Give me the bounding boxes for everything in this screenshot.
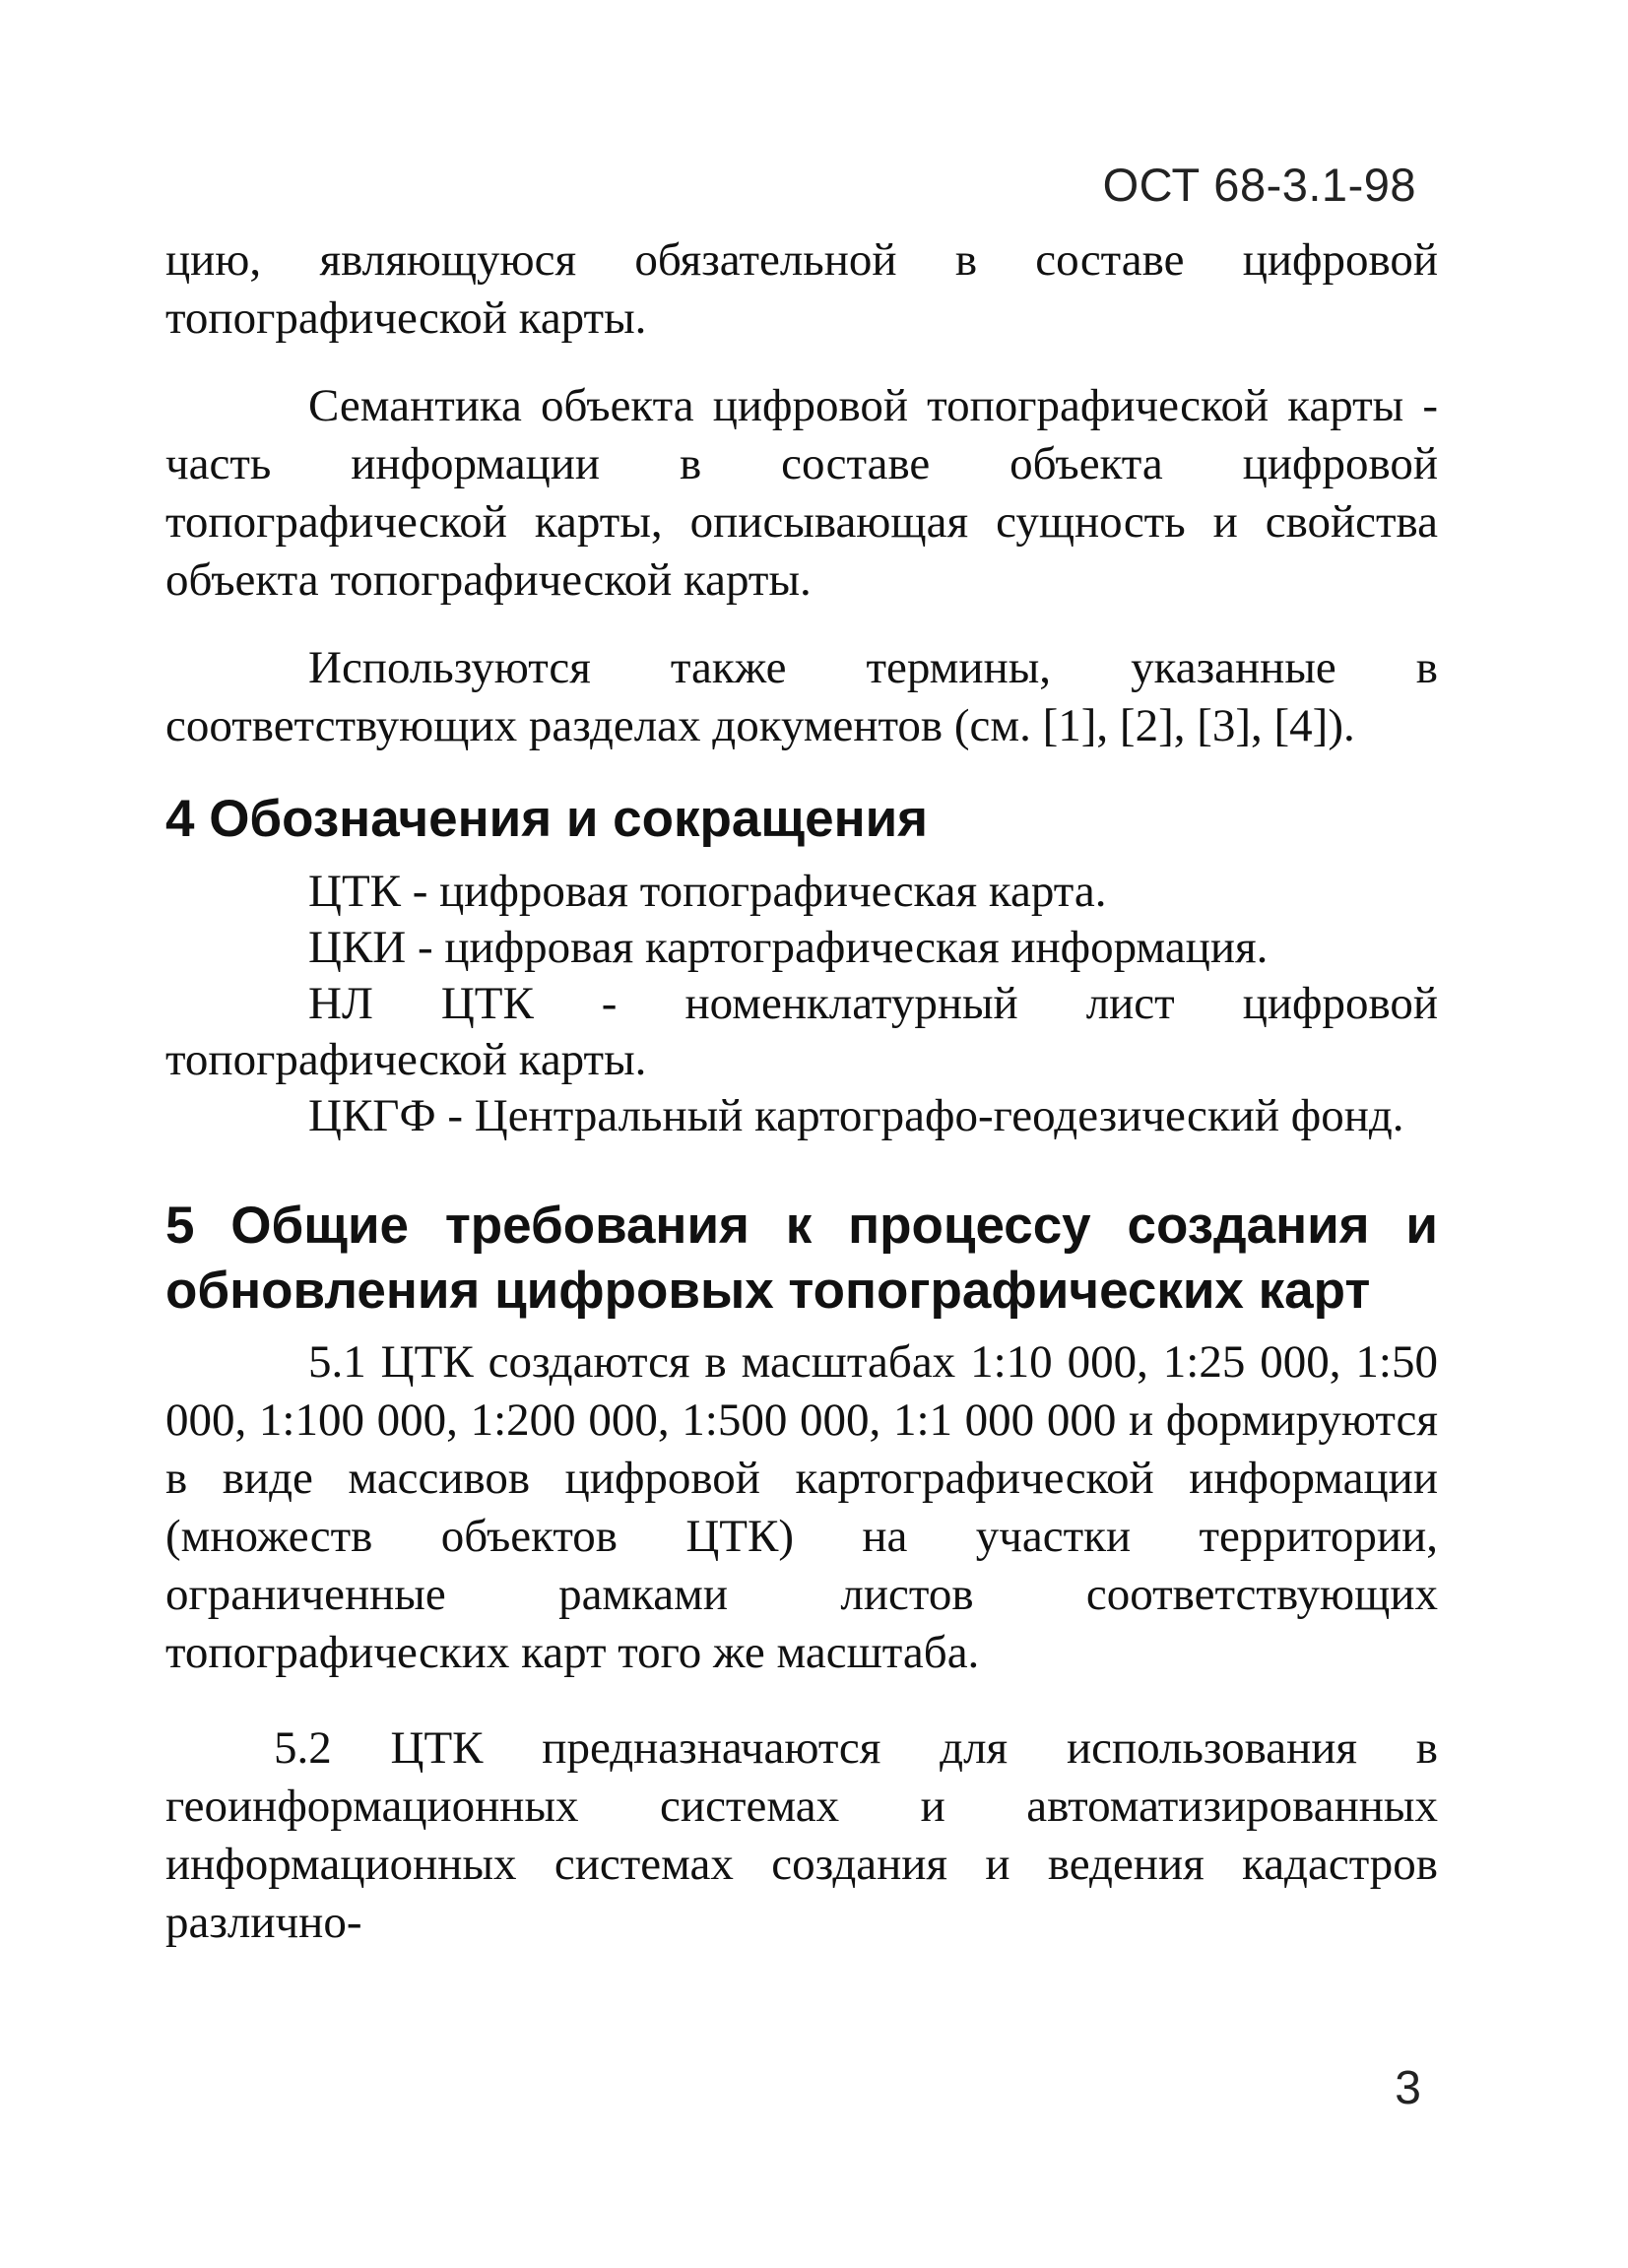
abbreviation-ctk: ЦТК - цифровая топографическая карта. bbox=[308, 866, 1107, 917]
paragraph-5-2: 5.2 ЦТК предназначаются для использования в геоинформационных системах и автоматизированных информационных системах создания и ведения кадастров различно- bbox=[165, 1722, 1438, 1948]
paragraph-continuation: цию, являющуюся обязательной в составе цифровой топографической карты. bbox=[165, 234, 1438, 344]
abbreviation-ckgf: ЦКГФ - Центральный картографо-геодезический фонд. bbox=[308, 1090, 1404, 1141]
abbreviation-cki: ЦКИ - цифровая картографическая информация. bbox=[308, 922, 1269, 973]
document-code: ОСТ 68-3.1-98 bbox=[1102, 159, 1416, 211]
page-number: 3 bbox=[1395, 2062, 1421, 2114]
section-5-heading: 5 Общие требования к процессу создания и обновления цифровых топографических карт bbox=[165, 1197, 1438, 1320]
paragraph-semantics-definition: Семантика объекта цифровой топографической карты - часть информации в составе объекта цифровой топографической карты, описывающая сущность и свойства объекта топографической карты. bbox=[165, 380, 1438, 606]
paragraph-5-1: 5.1 ЦТК создаются в масштабах 1:10 000, 1:25 000, 1:50 000, 1:100 000, 1:200 000, 1:500 000, 1:1 000 000 и формируются в виде массивов цифровой картографической информации (множеств объектов ЦТК) на участки территории, ограниченные рамками листов соответствующих топографических карт того же масштаба. bbox=[165, 1336, 1438, 1678]
page-content bbox=[165, 231, 1438, 1952]
abbreviation-nl-ctk: НЛ ЦТК - номенклатурный лист цифровой топографической карты. bbox=[165, 978, 1438, 1085]
paragraph-terms-reference: Используются также термины, указанные в соответствующих разделах документов (см. [1], [2], [3], [4]). bbox=[165, 642, 1438, 751]
section-4-heading: 4 Обозначения и сокращения bbox=[165, 790, 929, 848]
